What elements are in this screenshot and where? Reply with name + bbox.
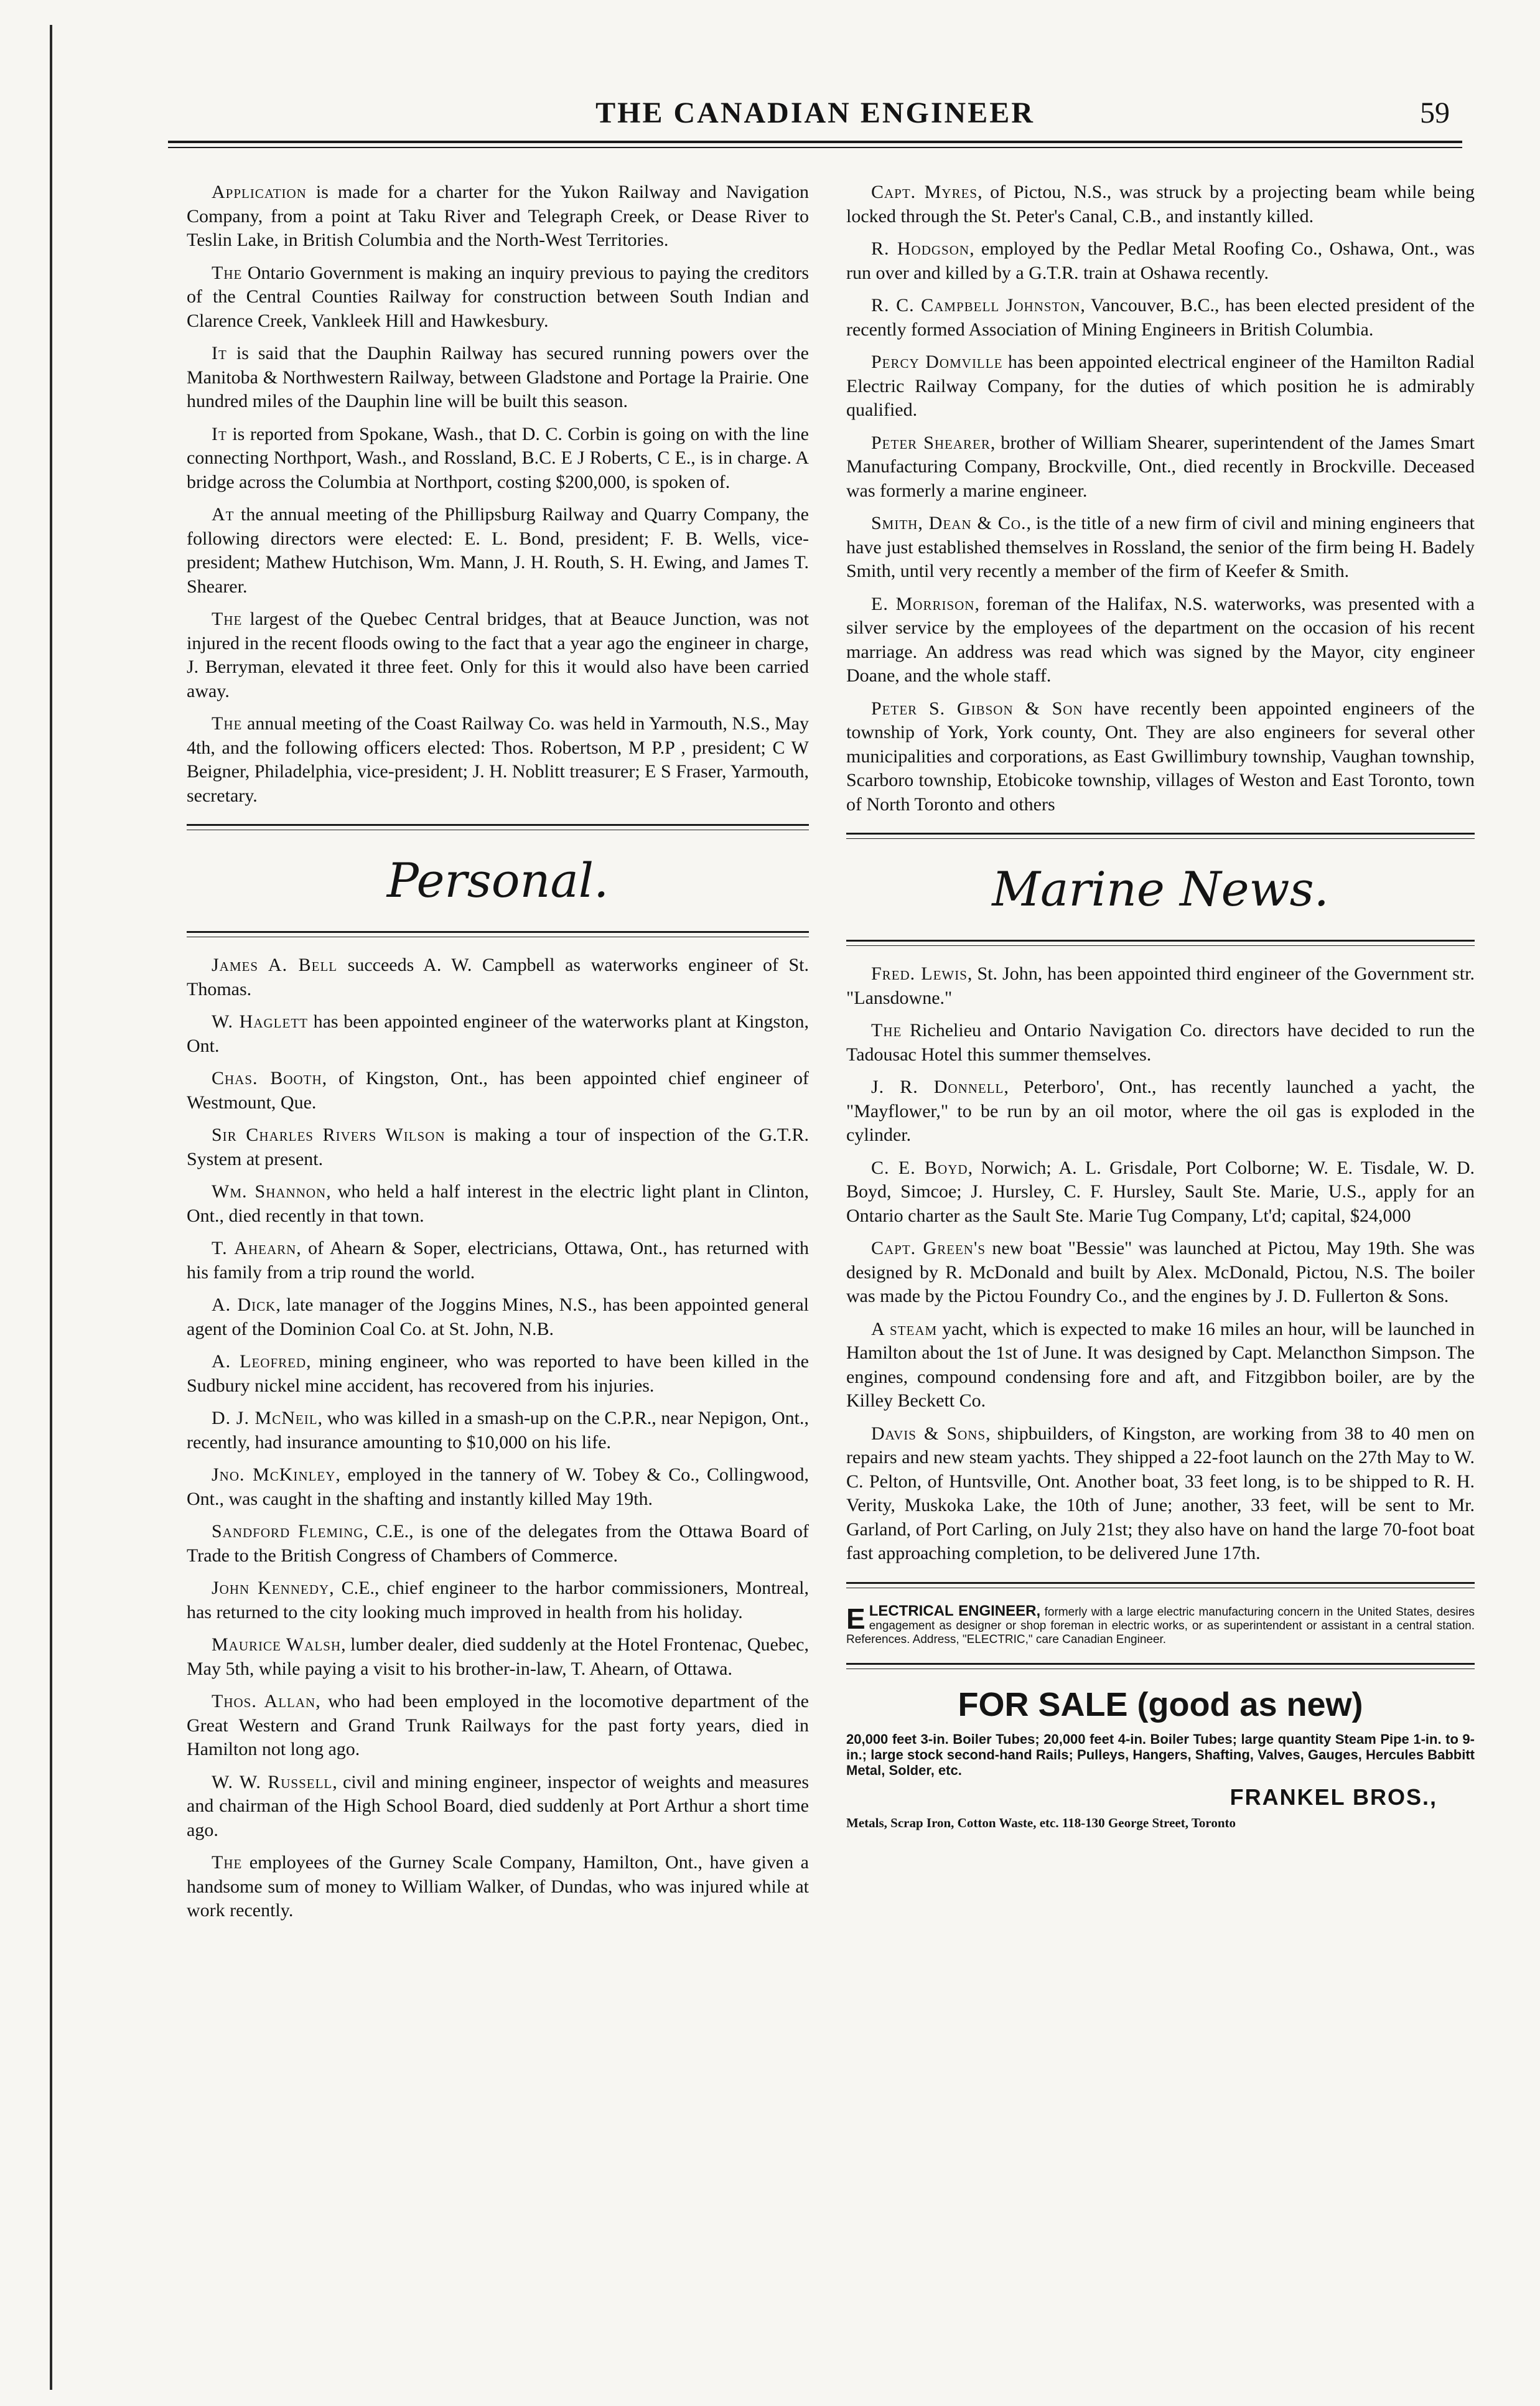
header-rule: [168, 141, 1462, 143]
item-lead: E. Morrison: [871, 593, 975, 614]
left-column: [187, 180, 809, 1932]
item-text: , employed by the Pedlar Metal Roofing Co., Oshawa, Ont., was run over and killed by a G.T.R. train at Oshawa recently.: [846, 238, 1475, 283]
personal-item: [846, 512, 1475, 584]
personal-section: [187, 953, 809, 1923]
ad-caps: LECTRICAL ENGINEER,: [869, 1602, 1041, 1619]
ad-text: formerly with a large electric manufacturing concern in the United States, desires engagement as designer or shop foreman in electric works, or as superintendent or assistant in a central station. References. Address, "ELECTRIC," care Canadian Engineer.: [846, 1605, 1475, 1646]
item-lead: Peter S. Gibson & Son: [871, 698, 1083, 719]
item-lead: James A. Bell: [212, 955, 338, 975]
page-header: [168, 87, 1462, 156]
item-text: Richelieu and Ontario Navigation Co. directors have decided to run the Tadousac Hotel this summer themselves.: [846, 1020, 1475, 1065]
item-text: , C.E., is one of the delegates from the Ottawa Board of Trade to the British Congress of Chambers of Commerce.: [187, 1521, 809, 1566]
news-item: [187, 503, 809, 599]
personal-item: [846, 180, 1475, 228]
marine-item: [846, 1156, 1475, 1229]
item-text: is making a tour of inspection of the G.T.R. System at present.: [187, 1125, 809, 1169]
firm-address: Metals, Scrap Iron, Cotton Waste, etc. 118-130 George Street, Toronto: [846, 1815, 1236, 1830]
item-text: the annual meeting of the Phillipsburg Railway and Quarry Company, the following directors were elected: E. L. Bond, president; F. B. Wells, vice-president; Mathew Hutchison, Wm. Mann, J. H. Routh, S. H. Ewing, and James T. Shearer.: [187, 504, 809, 597]
item-lead: W. W. Russell: [212, 1771, 333, 1792]
item-text: has been appointed electrical engineer of the Hamilton Radial Electric Railway Company, for the duties of which position he is admirably qualified.: [846, 352, 1475, 420]
item-text: employees of the Gurney Scale Company, Hamilton, Ont., have given a handsome sum of money to William Walker, of Dundas, who was injured while at work recently.: [187, 1852, 809, 1921]
item-lead: It: [212, 343, 227, 363]
item-text: yacht, which is expected to make 16 miles an hour, will be launched in Hamilton about the 1st of June. It was designed by Capt. Melancthon Simpson. The engines, compound condensing fore and aft, and Fitzgibbon boiler, are by the Killey Beckett Co.: [846, 1318, 1475, 1411]
item-lead: Peter Shearer: [871, 432, 991, 453]
journal-title: THE CANADIAN ENGINEER: [595, 96, 1035, 129]
item-lead: Application: [212, 182, 307, 202]
personal-item: [846, 431, 1475, 503]
item-lead: Capt. Green's: [871, 1238, 986, 1258]
item-text: has been appointed engineer of the waterworks plant at Kingston, Ont.: [187, 1011, 809, 1056]
item-lead: A. Dick: [212, 1294, 276, 1315]
personal-item: [187, 1463, 809, 1511]
personal-item: [187, 1237, 809, 1285]
item-text: is said that the Dauphin Railway has secured running powers over the Manitoba & Northwestern Railway, between Gladstone and Portage la Prairie. One hundred miles of the Dauphin line will be built this season.: [187, 343, 809, 411]
item-lead: Smith, Dean & Co.: [871, 513, 1027, 533]
personal-item: [846, 294, 1475, 342]
news-item: [187, 712, 809, 808]
item-lead: Wm. Shannon: [212, 1181, 327, 1202]
personal-item: [187, 953, 809, 1001]
item-lead: Sandford Fleming: [212, 1521, 364, 1542]
item-text: Ontario Government is making an inquiry previous to paying the creditors of the Central Counties Railway for construction between South Indian and Clarence Creek, Vankleek Hill and Hawkesbury.: [187, 262, 809, 331]
news-item: [187, 342, 809, 414]
personal-item: [187, 1520, 809, 1568]
firm-name: FRANKEL BROS.,: [1230, 1784, 1437, 1810]
personal-item: [846, 592, 1475, 688]
personal-item: [187, 1350, 809, 1398]
item-text: , civil and mining engineer, inspector of weights and measures and chairman of the High School Board, died suddenly at Port Arthur a short time ago.: [187, 1771, 809, 1840]
item-lead: D. J. McNeil: [212, 1408, 318, 1428]
item-text: , mining engineer, who was reported to have been killed in the Sudbury nickel mine accident, has recovered from his injuries.: [187, 1351, 809, 1396]
personal-notes-continued: [846, 180, 1475, 817]
personal-item: [187, 1576, 809, 1624]
section-divider: [846, 833, 1475, 839]
item-text: , shipbuilders, of Kingston, are working from 38 to 40 men on repairs and new steam yachts. They shipped a 22-foot launch on the 27th May to W. C. Pelton, of Huntsville, Ont. Another boat, 33 feet long, is to be shipped to R. H. Verity, Muskoka Lake, the 10th of June; another, 33 feet, will be sent to Mr. Garland, of Port Carling, on July 21st; they also have on hand the large 70-foot boat fast approaching completion, to be delivered June 17th.: [846, 1423, 1475, 1563]
item-text: annual meeting of the Coast Railway Co. was held in Yarmouth, N.S., May 4th, and the following officers elected: Thos. Robertson, M P.P , president; C W Beigner, Philadelphia, vice-president; J. H. Noblitt treasurer; E S Fraser, Yarmouth, secretary.: [187, 713, 809, 806]
item-text: , who was killed in a smash-up on the C.P.R., near Nepigon, Ont., recently, had insurance amounting to $10,000 on his life.: [187, 1408, 809, 1453]
section-divider: [187, 824, 809, 830]
item-lead: T. Ahearn: [212, 1238, 297, 1258]
item-lead: Maurice Walsh: [212, 1634, 342, 1655]
item-text: , is the title of a new firm of civil and mining engineers that have just established themselves in Rossland, the senior of the firm being H. Badely Smith, until very recently a member of the firm of Keefer & Smith.: [846, 513, 1475, 581]
item-text: , lumber dealer, died suddenly at the Hotel Frontenac, Quebec, May 5th, while paying a visit to his brother-in-law, T. Ahearn, of Ottawa.: [187, 1634, 810, 1679]
personal-item: [187, 1633, 809, 1681]
item-text: , employed in the tannery of W. Tobey & Co., Collingwood, Ont., was caught in the shafting and instantly killed May 19th.: [187, 1464, 809, 1509]
for-sale-headline: FOR SALE (good as new): [958, 1685, 1363, 1723]
item-text: , who had been employed in the locomotive department of the Great Western and Grand Trunk Railways for the past forty years, died in Hamilton not long ago.: [187, 1691, 809, 1759]
item-lead: At: [212, 504, 235, 525]
marine-item: [846, 962, 1475, 1010]
item-lead: A. Leofred: [212, 1351, 307, 1372]
item-text: , foreman of the Halifax, N.S. waterworks, was presented with a silver service by the employees of the department on the occasion of his recent marriage. An address was read which was signed by the Mayor, city engineer Doane, and the whole staff.: [846, 593, 1475, 686]
item-lead: Sir Charles Rivers Wilson: [212, 1125, 446, 1145]
item-text: , late manager of the Joggins Mines, N.S., has been appointed general agent of the Dominion Coal Co. at St. John, N.B.: [187, 1294, 809, 1339]
news-item: [187, 261, 809, 334]
personal-item: [187, 1010, 809, 1058]
item-lead: It: [212, 423, 227, 444]
item-lead: Thos. Allan: [212, 1691, 316, 1711]
section-divider: [846, 1582, 1475, 1588]
item-text: , St. John, has been appointed third engineer of the Government str. "Lansdowne.": [846, 963, 1475, 1008]
right-column: [846, 180, 1475, 1831]
railway-notes: [187, 180, 809, 808]
personal-item: [187, 1180, 809, 1228]
item-lead: C. E. Boyd: [871, 1157, 968, 1178]
item-text: , of Pictou, N.S., was struck by a projecting beam while being locked through the St. Peter's Canal, C.B., and instantly killed.: [846, 182, 1475, 227]
item-text: , C.E., chief engineer to the harbor commissioners, Montreal, has returned to the city looking much improved in health from his holiday.: [187, 1578, 810, 1622]
item-lead: Fred. Lewis: [871, 963, 968, 984]
item-text: is made for a charter for the Yukon Railway and Navigation Company, from a point at Taku River and Telegraph Creek, or Dease River to Teslin Lake, in British Columbia and the North-West Territories.: [187, 182, 809, 250]
header-rule-thin: [168, 147, 1462, 148]
page-number: 59: [1420, 96, 1450, 129]
item-text: largest of the Quebec Central bridges, that at Beauce Junction, was not injured in the recent floods owing to the fact that a year ago the engineer in charge, J. Berryman, elevated it three feet. Only for this it would also have been carried away.: [187, 609, 809, 701]
item-text: , Norwich; A. L. Grisdale, Port Colborne; W. E. Tisdale, W. D. Boyd, Simcoe; J. Hursley, C. F. Hursley, Sault Ste. Marie, U.S., apply for an Ontario charter as the Sault Ste. Marie Tug Company, Lt'd; capital, $24,000: [846, 1157, 1475, 1226]
item-lead: R. C. Campbell Johnston: [871, 295, 1081, 316]
section-divider: [846, 940, 1475, 946]
item-lead: Jno. McKinley: [212, 1464, 336, 1485]
personal-item: [187, 1407, 809, 1454]
personal-item: [187, 1123, 809, 1171]
for-sale-ad: [846, 1685, 1475, 1831]
news-item: [187, 423, 809, 495]
item-text: have recently been appointed engineers of the township of York, York county, Ont. They are also engineers for several other municipalities and corporations, as East Gwillimbury township, Vaughan township, Scarboro township, Etobicoke township, villages of Weston and East Toronto, town of North Toronto and others: [846, 698, 1475, 815]
item-lead: The: [871, 1020, 902, 1041]
item-text: , of Ahearn & Soper, electricians, Ottawa, Ont., has returned with his family from a trip round the world.: [187, 1238, 809, 1283]
marine-item: [846, 1075, 1475, 1148]
item-lead: The: [212, 609, 243, 629]
marine-item: [846, 1019, 1475, 1067]
item-lead: Davis & Sons: [871, 1423, 986, 1444]
item-text: succeeds A. W. Campbell as waterworks engineer of St. Thomas.: [187, 955, 809, 999]
item-lead: W. Haglett: [212, 1011, 308, 1032]
item-lead: Percy Domville: [871, 352, 1003, 372]
item-text: , of Kingston, Ont., has been appointed chief engineer of Westmount, Que.: [187, 1068, 809, 1113]
personal-item: [187, 1690, 809, 1762]
news-item: [187, 180, 809, 253]
item-lead: The: [212, 1852, 243, 1873]
item-text: , who held a half interest in the electric light plant in Clinton, Ont., died recently in that town.: [187, 1181, 809, 1226]
electrical-engineer-ad: [846, 1604, 1475, 1647]
item-lead: John Kennedy: [212, 1578, 330, 1598]
personal-item: [187, 1293, 809, 1341]
personal-item: [187, 1771, 809, 1843]
item-lead: J. R. Donnell: [871, 1077, 1004, 1097]
news-item: [187, 607, 809, 703]
marine-news-section: [846, 962, 1475, 1566]
marine-item: [846, 1422, 1475, 1566]
item-lead: Chas. Booth: [212, 1068, 322, 1088]
marine-item: [846, 1318, 1475, 1413]
for-sale-body: 20,000 feet 3-in. Boiler Tubes; 20,000 feet 4-in. Boiler Tubes; large quantity Steam Pipe 1-in. to 9-in.; large stock second-hand Rails; Pulleys, Hangers, Shafting, Valves, Gauges, Hercules Babbitt Metal, Solder, etc.: [846, 1731, 1475, 1778]
item-text: new boat "Bessie" was launched at Pictou, May 19th. She was designed by R. McDonald and built by Alex. McDonald, Pictou, N.S. The boiler was made by the Pictou Foundry Co., and the engines by J. D. Fullerton & Sons.: [846, 1238, 1475, 1306]
ad-initial: E: [846, 1602, 866, 1635]
personal-item: [846, 237, 1475, 285]
section-divider: [187, 931, 809, 937]
personal-item: [187, 1067, 809, 1115]
personal-item: [846, 697, 1475, 817]
personal-item: [187, 1851, 809, 1923]
item-lead: A steam: [871, 1318, 938, 1339]
personal-item: [846, 350, 1475, 423]
section-divider: [846, 1663, 1475, 1669]
item-lead: R. Hodgson: [871, 238, 970, 259]
marine-news-heading: Marine News.: [992, 861, 1329, 917]
item-text: , Vancouver, B.C., has been elected president of the recently formed Association of Mining Engineers in British Columbia.: [846, 295, 1475, 340]
item-lead: The: [212, 713, 243, 734]
item-lead: The: [212, 262, 243, 283]
item-text: , brother of William Shearer, superintendent of the James Smart Manufacturing Company, Brockville, Ont., died recently in Brockville. Deceased was formerly a marine engineer.: [846, 432, 1475, 501]
page-margin-line: [50, 25, 52, 2390]
item-text: , Peterboro', Ont., has recently launched a yacht, the "Mayflower," to be run by an oil motor, where the oil gas is exploded in the cylinder.: [846, 1077, 1475, 1145]
item-text: is reported from Spokane, Wash., that D. C. Corbin is going on with the line connecting Northport, Wash., and Rossland, B.C. E J Roberts, C E., is in charge. A bridge across the Columbia at Northport, costing $200,000, is spoken of.: [187, 423, 809, 492]
personal-heading: Personal.: [386, 853, 609, 908]
item-lead: Capt. Myres: [871, 182, 978, 202]
marine-item: [846, 1237, 1475, 1309]
